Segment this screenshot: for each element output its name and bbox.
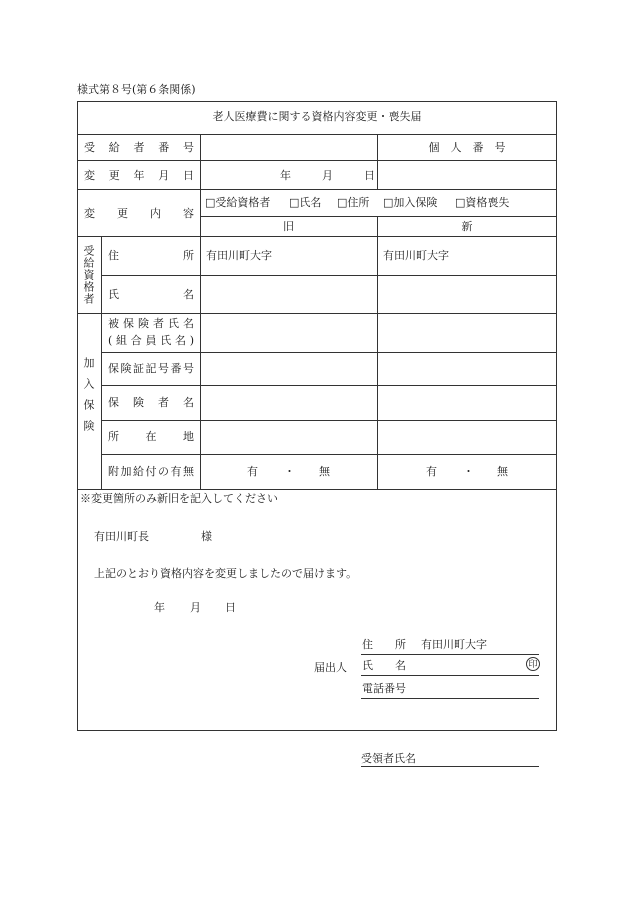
additional-benefit-label: 附加給付の有無 bbox=[108, 465, 194, 478]
seal-icon: 印 bbox=[526, 657, 540, 671]
receiver-label: 受領者氏名 bbox=[361, 752, 416, 765]
receiver-line bbox=[361, 766, 539, 767]
sign-month: 月 bbox=[190, 601, 201, 614]
new-no[interactable]: 無 bbox=[497, 465, 508, 478]
divider bbox=[77, 189, 557, 190]
old-header: 旧 bbox=[283, 220, 294, 233]
divider bbox=[101, 420, 557, 421]
applicant-address-label: 住 所 bbox=[362, 638, 406, 651]
addressee: 有田川町長 bbox=[94, 530, 149, 543]
new-yes[interactable]: 有 bbox=[426, 465, 437, 478]
option-address[interactable]: □住所 bbox=[337, 196, 370, 209]
address-old: 有田川町大字 bbox=[206, 249, 272, 262]
new-header: 新 bbox=[461, 220, 473, 233]
sign-day: 日 bbox=[225, 601, 236, 614]
old-dot: ・ bbox=[284, 465, 295, 478]
option-insurance[interactable]: □加入保険 bbox=[383, 196, 438, 209]
divider bbox=[77, 236, 557, 237]
applicant-name-label: 氏 名 bbox=[362, 659, 406, 672]
name-line bbox=[361, 675, 539, 676]
recipient-number-label: 受 給 者 番 号 bbox=[84, 141, 194, 154]
sign-year: 年 bbox=[154, 601, 165, 614]
insured-name-label: 被保険者氏名 bbox=[108, 317, 194, 330]
new-dot: ・ bbox=[463, 465, 474, 478]
option-loss[interactable]: □資格喪失 bbox=[455, 196, 510, 209]
divider bbox=[101, 385, 557, 386]
divider bbox=[77, 134, 557, 135]
form-title: 老人医療費に関する資格内容変更・喪失届 bbox=[212, 110, 422, 123]
union-name-label: (組合員氏名) bbox=[108, 334, 194, 347]
divider bbox=[77, 313, 557, 314]
applicant-phone-label: 電話番号 bbox=[362, 682, 406, 695]
insurer-label: 保 険 者 名 bbox=[108, 396, 194, 409]
divider bbox=[200, 134, 201, 489]
date-day: 日 bbox=[364, 169, 375, 182]
change-date-label: 変 更 年 月 日 bbox=[84, 169, 194, 182]
location-label: 所 在 地 bbox=[108, 430, 194, 443]
old-yes[interactable]: 有 bbox=[247, 465, 258, 478]
date-month: 月 bbox=[322, 169, 333, 182]
card-number-label: 保険証記号番号 bbox=[108, 362, 194, 375]
divider bbox=[377, 216, 378, 489]
applicant-address-value: 有田川町大字 bbox=[421, 638, 487, 651]
option-recipient[interactable]: □受給資格者 bbox=[205, 196, 271, 209]
note: ※変更箇所のみ新旧を記入してください bbox=[80, 492, 278, 505]
address-line bbox=[361, 654, 539, 655]
recipient-group-label: 受給資格者 bbox=[82, 245, 95, 305]
insurance-group-label: 加入保険 bbox=[82, 357, 95, 441]
addressee-suffix: 様 bbox=[201, 530, 212, 543]
divider bbox=[200, 216, 557, 217]
name-label: 氏 名 bbox=[108, 288, 194, 301]
divider bbox=[101, 352, 557, 353]
form-number: 様式第８号(第６条関係) bbox=[77, 83, 196, 96]
divider bbox=[77, 160, 557, 161]
phone-line bbox=[361, 698, 539, 699]
divider bbox=[77, 489, 557, 490]
applicant-label: 届出人 bbox=[314, 661, 347, 674]
change-content-label: 変 更 内 容 bbox=[84, 207, 194, 220]
divider bbox=[101, 454, 557, 455]
option-name[interactable]: □氏名 bbox=[289, 196, 322, 209]
personal-number-label: 個 人 番 号 bbox=[428, 141, 506, 154]
address-label: 住 所 bbox=[108, 249, 194, 262]
date-year: 年 bbox=[280, 169, 291, 182]
statement: 上記のとおり資格内容を変更しましたので届けます。 bbox=[94, 567, 358, 580]
old-no[interactable]: 無 bbox=[319, 465, 330, 478]
divider bbox=[101, 275, 557, 276]
address-new: 有田川町大字 bbox=[383, 249, 449, 262]
divider bbox=[101, 236, 102, 489]
